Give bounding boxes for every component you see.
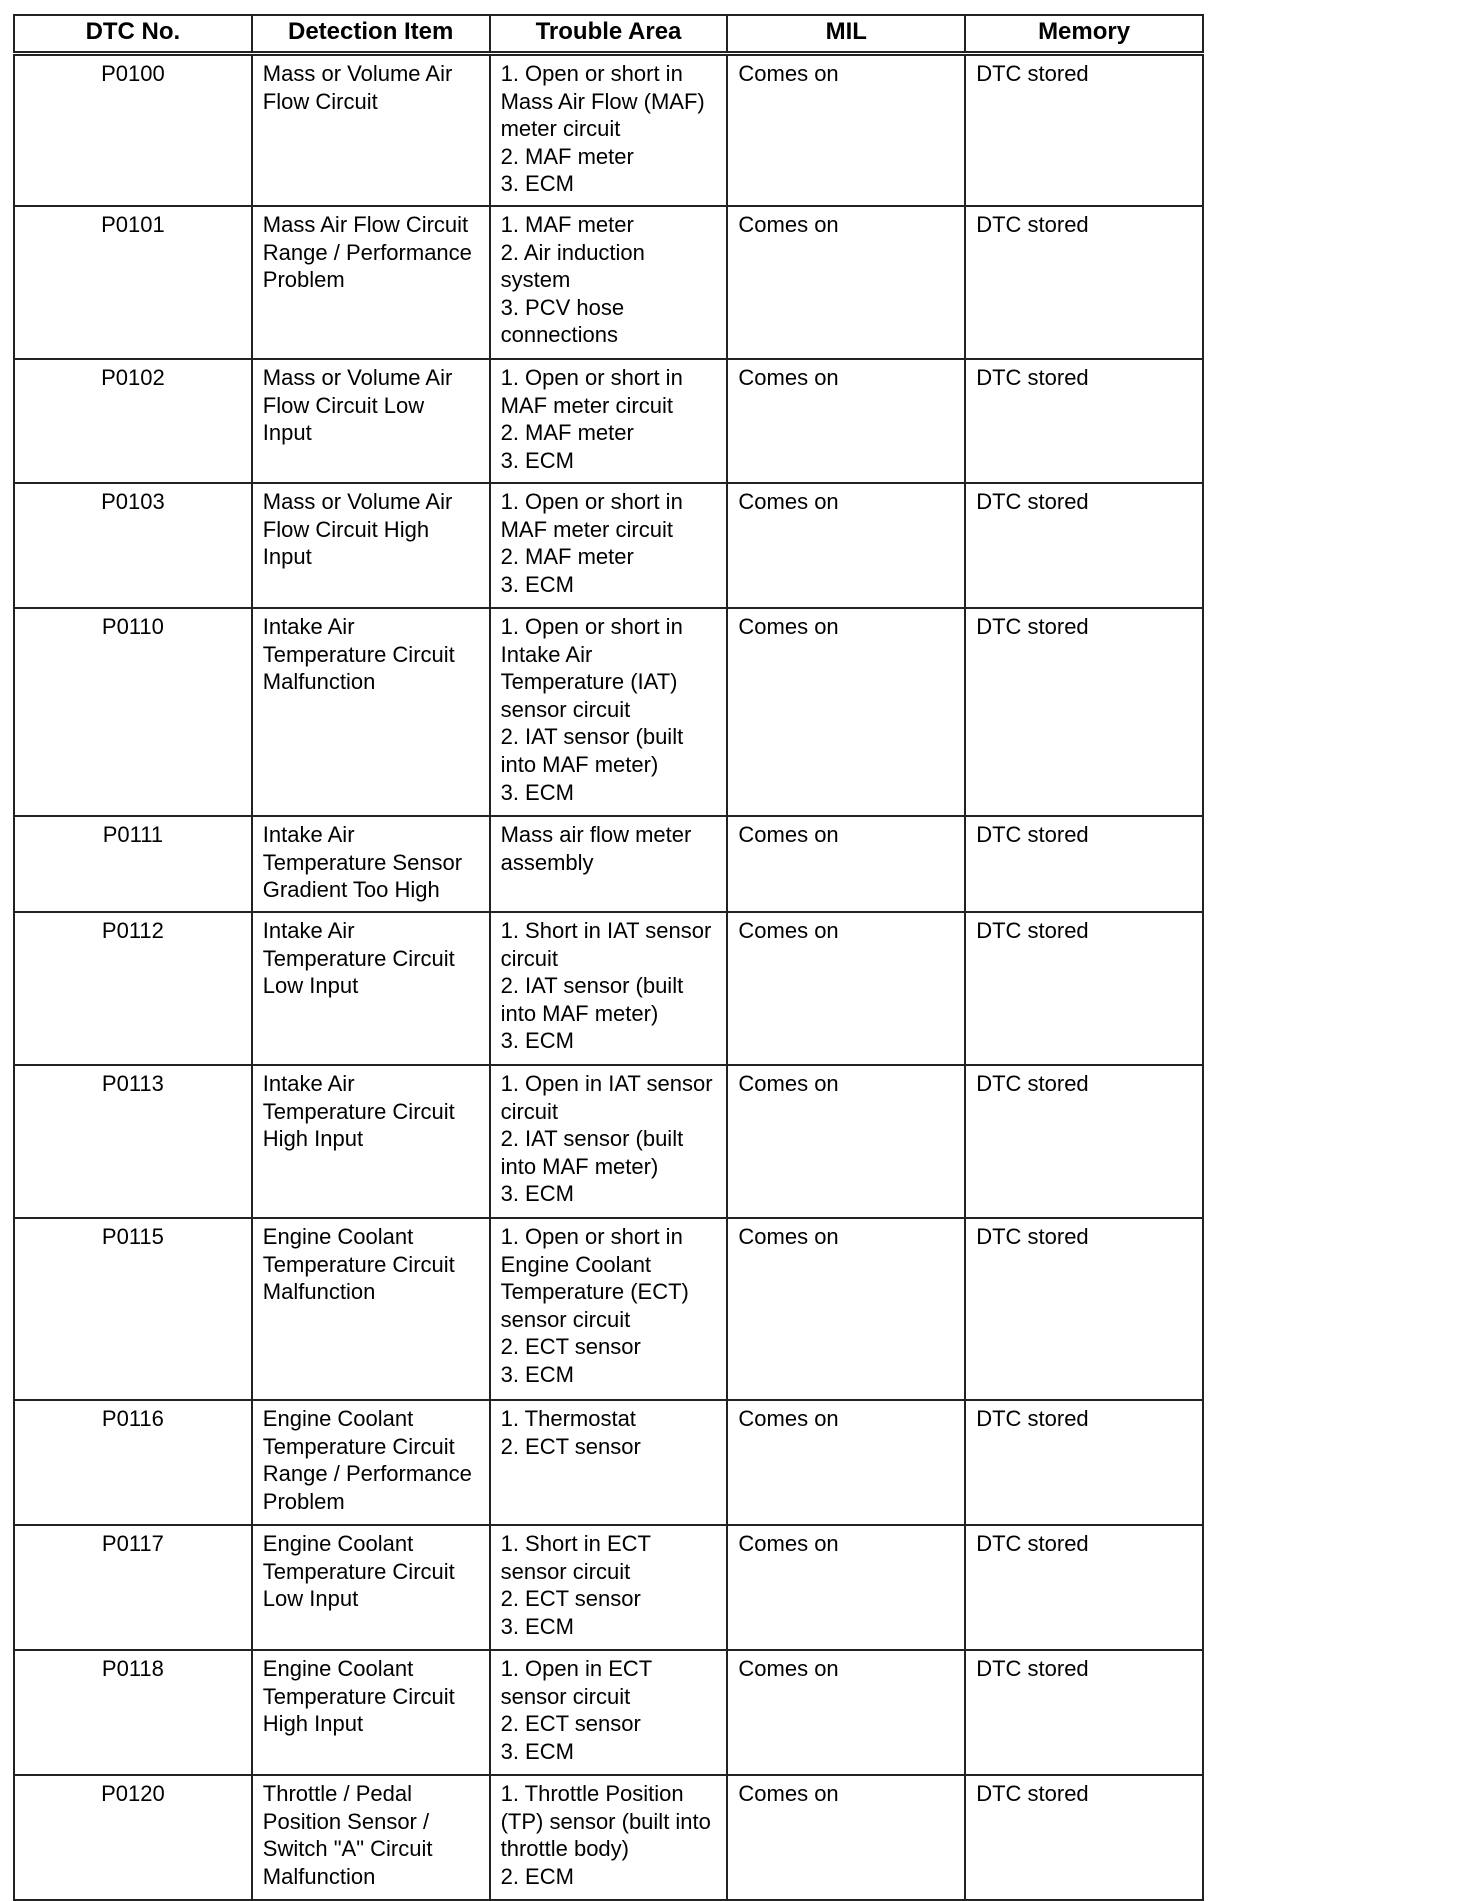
trouble-area-line: Mass air flow meter	[500, 822, 692, 847]
memory-cell: DTC stored	[965, 54, 1203, 207]
detection-item-cell	[252, 912, 490, 1065]
detection-item-cell	[252, 1400, 490, 1525]
trouble-area-line: into MAF meter)	[500, 751, 659, 777]
detection-item-line: Intake Air	[262, 614, 355, 639]
trouble-area-line: Mass Air Flow (MAF)	[500, 88, 705, 114]
memory-cell: DTC stored	[965, 1400, 1203, 1525]
detection-item-line: Input	[262, 420, 312, 446]
trouble-area-line: (TP) sensor (built into	[500, 1808, 711, 1834]
memory-cell: DTC stored	[965, 912, 1203, 1065]
mil-cell: Comes on	[727, 1525, 965, 1650]
trouble-area-line: 3. PCV hose	[500, 294, 625, 320]
detection-item-cell	[252, 1650, 490, 1775]
detection-item-line: Flow Circuit	[262, 88, 378, 114]
memory-cell: DTC stored	[965, 608, 1203, 816]
detection-item-line: Temperature Circuit	[262, 641, 455, 667]
trouble-area-line: 1. Thermostat	[500, 1406, 636, 1431]
trouble-area-line: sensor circuit	[500, 1558, 631, 1584]
dtc-code-cell: P0120	[14, 1775, 252, 1900]
trouble-area-cell	[490, 1775, 728, 1900]
trouble-area-line: 3. ECM	[500, 447, 574, 473]
detection-item-line: Intake Air	[262, 1071, 355, 1096]
trouble-area-line: system	[500, 267, 571, 293]
trouble-area-line: into MAF meter)	[500, 1000, 659, 1026]
trouble-area-line: 3. ECM	[500, 779, 574, 805]
detection-item-line: Temperature Circuit	[262, 1558, 455, 1584]
trouble-area-line: circuit	[500, 1098, 559, 1124]
detection-item-line: Problem	[262, 1488, 345, 1514]
dtc-code-cell: P0118	[14, 1650, 252, 1775]
dtc-code-cell: P0110	[14, 608, 252, 816]
trouble-area-line: 2. ECT sensor	[500, 1586, 641, 1612]
trouble-area-line: 1. Short in IAT sensor	[500, 918, 712, 943]
trouble-area-cell	[490, 359, 728, 483]
detection-item-cell	[252, 1525, 490, 1650]
mil-cell: Comes on	[727, 1650, 965, 1775]
memory-cell: DTC stored	[965, 206, 1203, 359]
table-header	[14, 15, 1203, 54]
trouble-area-line: into MAF meter)	[500, 1153, 659, 1179]
dtc-code-cell: P0113	[14, 1065, 252, 1218]
table-row	[14, 912, 1203, 1065]
detection-item-cell	[252, 608, 490, 816]
mil-cell: Comes on	[727, 206, 965, 359]
memory-cell: DTC stored	[965, 1525, 1203, 1650]
trouble-area-line: 2. IAT sensor (built	[500, 973, 684, 999]
table-row	[14, 1065, 1203, 1218]
trouble-area-line: 2. IAT sensor (built	[500, 1126, 684, 1152]
trouble-area-line: MAF meter circuit	[500, 516, 673, 542]
mil-cell: Comes on	[727, 816, 965, 912]
trouble-area-line: 2. ECT sensor	[500, 1433, 641, 1459]
table-row	[14, 483, 1203, 608]
table-body	[14, 54, 1203, 1901]
dtc-table	[13, 14, 1204, 1901]
memory-cell: DTC stored	[965, 1065, 1203, 1218]
trouble-area-line: 1. MAF meter	[500, 212, 634, 237]
dtc-table-container	[13, 14, 1202, 1901]
trouble-area-line: 3. ECM	[500, 171, 574, 197]
mil-cell: Comes on	[727, 1400, 965, 1525]
trouble-area-line: 3. ECM	[500, 1028, 574, 1054]
detection-item-line: Temperature Circuit	[262, 1098, 455, 1124]
detection-item-line: Mass or Volume Air	[262, 365, 453, 390]
trouble-area-line: meter circuit	[500, 116, 621, 142]
trouble-area-cell	[490, 1525, 728, 1650]
memory-cell: DTC stored	[965, 359, 1203, 483]
mil-cell: Comes on	[727, 912, 965, 1065]
detection-item-line: Engine Coolant	[262, 1531, 414, 1556]
detection-item-cell	[252, 483, 490, 608]
dtc-code-cell: P0116	[14, 1400, 252, 1525]
trouble-area-line: circuit	[500, 945, 559, 971]
trouble-area-cell	[490, 608, 728, 816]
detection-item-line: High Input	[262, 1711, 364, 1737]
trouble-area-line: 2. ECT sensor	[500, 1711, 641, 1737]
trouble-area-line: 1. Open or short in	[500, 365, 683, 390]
trouble-area-line: 2. IAT sensor (built	[500, 724, 684, 750]
detection-item-line: Range / Performance	[262, 239, 472, 265]
table-row	[14, 1218, 1203, 1400]
trouble-area-line: Temperature (IAT)	[500, 669, 678, 695]
detection-item-line: Temperature Sensor	[262, 849, 463, 875]
table-row	[14, 608, 1203, 816]
trouble-area-line: 2. MAF meter	[500, 544, 634, 570]
table-row	[14, 206, 1203, 359]
dtc-code-cell: P0112	[14, 912, 252, 1065]
detection-item-line: Throttle / Pedal	[262, 1781, 412, 1806]
detection-item-line: Low Input	[262, 1586, 359, 1612]
trouble-area-cell	[490, 1218, 728, 1400]
detection-item-line: Intake Air	[262, 822, 355, 847]
detection-item-line: Problem	[262, 267, 345, 293]
trouble-area-line: Engine Coolant	[500, 1251, 652, 1277]
trouble-area-cell	[490, 206, 728, 359]
trouble-area-cell	[490, 1650, 728, 1775]
trouble-area-cell	[490, 816, 728, 912]
trouble-area-line: 3. ECM	[500, 1181, 574, 1207]
header-dtc-no: DTC No.	[14, 15, 252, 54]
detection-item-cell	[252, 54, 490, 207]
memory-cell: DTC stored	[965, 1650, 1203, 1775]
header-row	[14, 15, 1203, 54]
dtc-code-cell: P0115	[14, 1218, 252, 1400]
table-row	[14, 54, 1203, 207]
dtc-code-cell: P0100	[14, 54, 252, 207]
detection-item-line: Malfunction	[262, 1279, 376, 1305]
detection-item-line: Mass or Volume Air	[262, 489, 453, 514]
detection-item-line: Position Sensor /	[262, 1808, 430, 1834]
detection-item-line: Malfunction	[262, 1863, 376, 1889]
trouble-area-line: 3. ECM	[500, 1613, 574, 1639]
detection-item-line: Temperature Circuit	[262, 1433, 455, 1459]
detection-item-line: High Input	[262, 1126, 364, 1152]
detection-item-line: Mass Air Flow Circuit	[262, 212, 469, 237]
trouble-area-line: 2. MAF meter	[500, 143, 634, 169]
mil-cell: Comes on	[727, 54, 965, 207]
detection-item-cell	[252, 359, 490, 483]
table-row	[14, 1400, 1203, 1525]
trouble-area-line: 1. Open or short in	[500, 61, 683, 86]
dtc-code-cell: P0102	[14, 359, 252, 483]
trouble-area-line: sensor circuit	[500, 696, 631, 722]
detection-item-line: Engine Coolant	[262, 1656, 414, 1681]
mil-cell: Comes on	[727, 1218, 965, 1400]
trouble-area-line: 2. MAF meter	[500, 420, 634, 446]
detection-item-line: Flow Circuit High	[262, 516, 430, 542]
trouble-area-line: 2. Air induction	[500, 239, 645, 265]
dtc-code-cell: P0117	[14, 1525, 252, 1650]
trouble-area-cell	[490, 483, 728, 608]
trouble-area-cell	[490, 54, 728, 207]
detection-item-line: Switch "A" Circuit	[262, 1836, 433, 1862]
detection-item-cell	[252, 1218, 490, 1400]
detection-item-line: Engine Coolant	[262, 1406, 414, 1431]
header-mil: MIL	[727, 15, 965, 54]
detection-item-cell	[252, 1775, 490, 1900]
trouble-area-line: sensor circuit	[500, 1683, 631, 1709]
trouble-area-line: Temperature (ECT)	[500, 1279, 689, 1305]
memory-cell: DTC stored	[965, 1775, 1203, 1900]
detection-item-line: Flow Circuit Low	[262, 392, 425, 418]
memory-cell: DTC stored	[965, 483, 1203, 608]
detection-item-cell	[252, 1065, 490, 1218]
table-row	[14, 359, 1203, 483]
trouble-area-line: sensor circuit	[500, 1306, 631, 1332]
detection-item-line: Temperature Circuit	[262, 945, 455, 971]
detection-item-line: Malfunction	[262, 669, 376, 695]
trouble-area-line: 2. ECM	[500, 1863, 574, 1889]
trouble-area-line: 3. ECM	[500, 1361, 574, 1387]
header-detection-item: Detection Item	[252, 15, 490, 54]
mil-cell: Comes on	[727, 359, 965, 483]
mil-cell: Comes on	[727, 483, 965, 608]
trouble-area-line: assembly	[500, 849, 594, 875]
dtc-code-cell: P0111	[14, 816, 252, 912]
trouble-area-line: 1. Throttle Position	[500, 1781, 684, 1806]
table-row	[14, 1650, 1203, 1775]
detection-item-cell	[252, 206, 490, 359]
header-trouble-area: Trouble Area	[490, 15, 728, 54]
table-row	[14, 1525, 1203, 1650]
mil-cell: Comes on	[727, 608, 965, 816]
detection-item-line: Temperature Circuit	[262, 1251, 455, 1277]
mil-cell: Comes on	[727, 1065, 965, 1218]
trouble-area-line: 2. ECT sensor	[500, 1334, 641, 1360]
trouble-area-line: 1. Open in IAT sensor	[500, 1071, 713, 1096]
trouble-area-cell	[490, 912, 728, 1065]
trouble-area-line: Intake Air	[500, 641, 593, 667]
detection-item-line: Low Input	[262, 973, 359, 999]
detection-item-line: Temperature Circuit	[262, 1683, 455, 1709]
trouble-area-line: 1. Short in ECT	[500, 1531, 651, 1556]
detection-item-line: Mass or Volume Air	[262, 61, 453, 86]
trouble-area-line: 3. ECM	[500, 571, 574, 597]
trouble-area-line: 1. Open or short in	[500, 1224, 683, 1249]
trouble-area-line: throttle body)	[500, 1836, 629, 1862]
memory-cell: DTC stored	[965, 1218, 1203, 1400]
trouble-area-line: 3. ECM	[500, 1738, 574, 1764]
trouble-area-line: 1. Open or short in	[500, 489, 683, 514]
trouble-area-line: 1. Open or short in	[500, 614, 683, 639]
detection-item-line: Gradient Too High	[262, 877, 440, 903]
trouble-area-cell	[490, 1400, 728, 1525]
trouble-area-line: connections	[500, 322, 619, 348]
detection-item-line: Range / Performance	[262, 1461, 472, 1487]
dtc-code-cell: P0103	[14, 483, 252, 608]
trouble-area-line: MAF meter circuit	[500, 392, 673, 418]
table-row	[14, 1775, 1203, 1900]
trouble-area-cell	[490, 1065, 728, 1218]
dtc-code-cell: P0101	[14, 206, 252, 359]
trouble-area-line: 1. Open in ECT	[500, 1656, 653, 1681]
memory-cell: DTC stored	[965, 816, 1203, 912]
detection-item-line: Intake Air	[262, 918, 355, 943]
mil-cell: Comes on	[727, 1775, 965, 1900]
detection-item-line: Input	[262, 544, 312, 570]
table-row	[14, 816, 1203, 912]
header-memory: Memory	[965, 15, 1203, 54]
detection-item-line: Engine Coolant	[262, 1224, 414, 1249]
detection-item-cell	[252, 816, 490, 912]
